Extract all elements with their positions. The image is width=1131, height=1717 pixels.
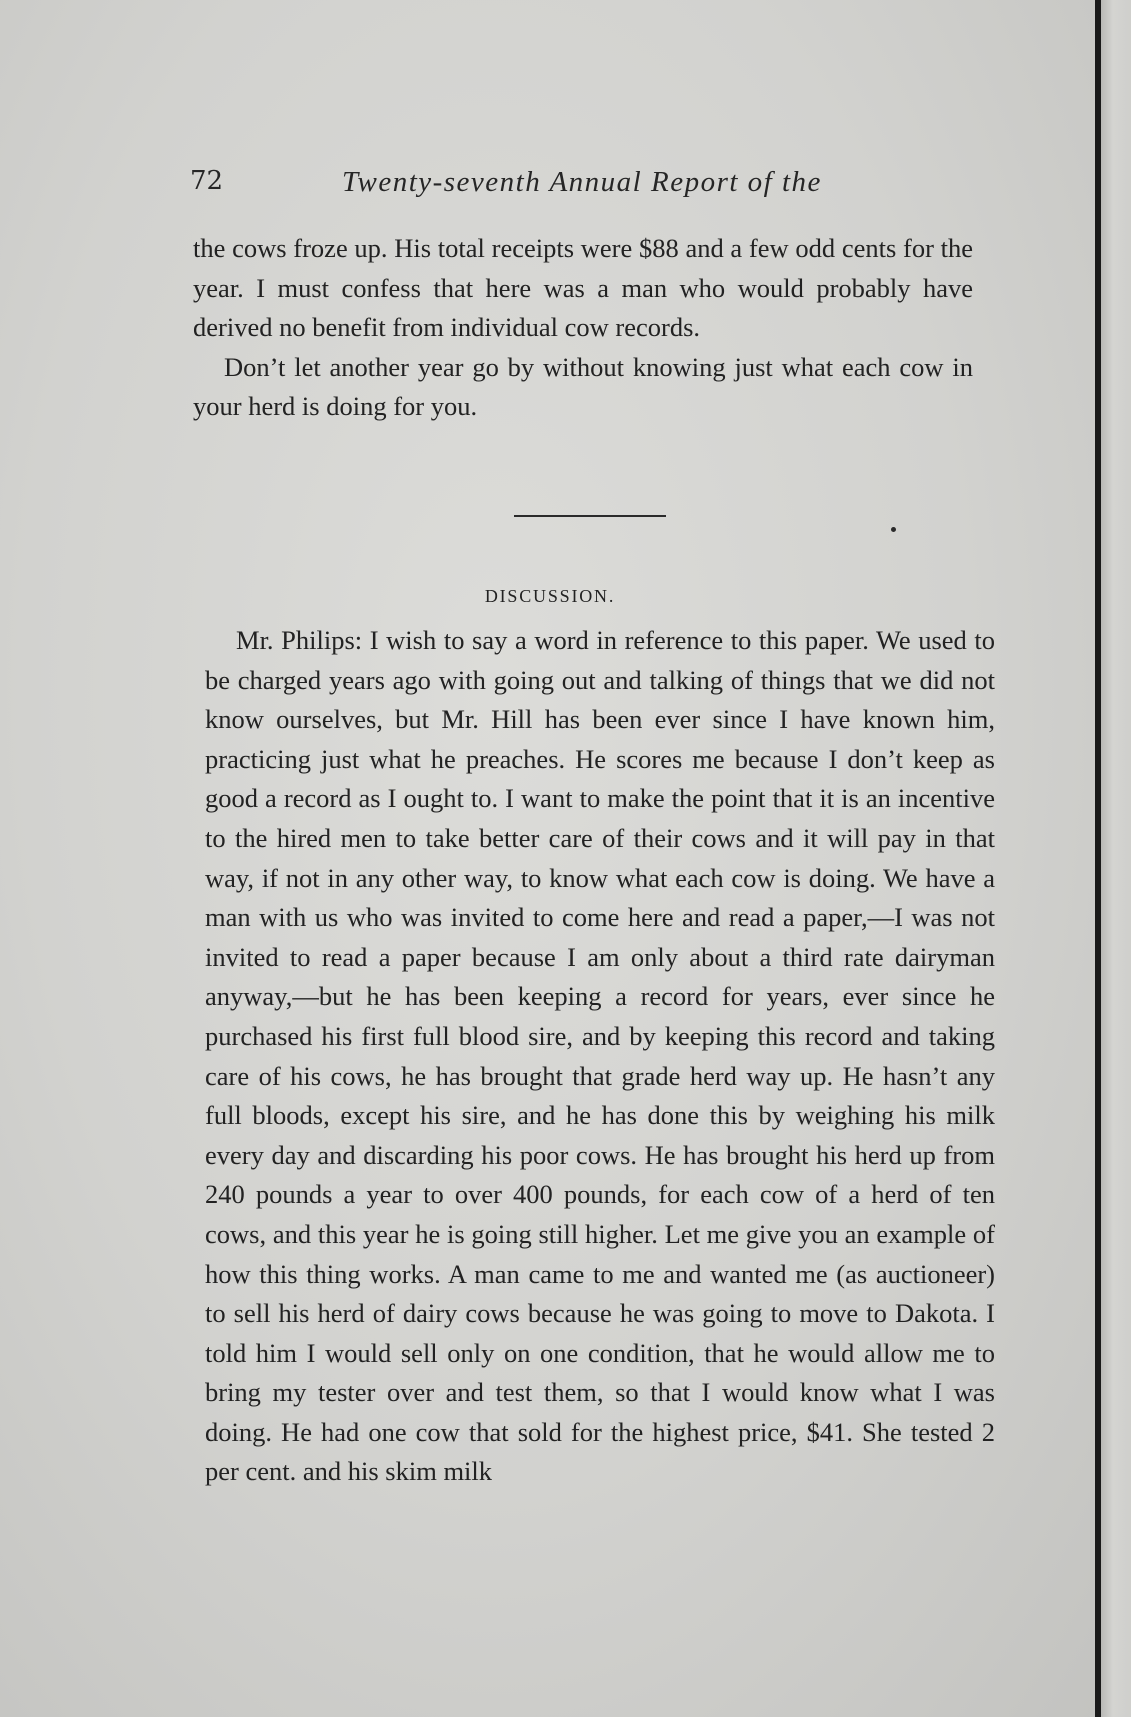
paragraph: Mr. Philips: I wish to say a word in reference to this paper. We used to be charged years ago with going out and talking of things that we did not know ourselves, but Mr. Hill has been ever since I have known him, practicing just what he preaches. He scores me because I don’t keep as good a record as I ought to. I want to make the point that it is an incentive to the hired men to take better care of their cows and it will pay in that way, if not in any other way, to know what each cow is doing. We have a man with us who was invited to come here and read a paper,—I was not invited to read a paper because I am only about a third rate dairyman anyway,—but he has been keeping a record for years, ever since he purchased his first full blood sire, and by keeping this record and taking care of his cows, he has brought that grade herd way up. He hasn’t any full bloods, except his sire, and he has done this by weighing his milk every day and discarding his poor cows. He has brought his herd up from 240 pounds a year to over 400 pounds, for each cow of a herd of ten cows, and this year he is going still higher. Let me give you an example of how this thing works. A man came to me and wanted me (as auctioneer) to sell his herd of dairy cows because he was going to move to Dakota. I told him I would sell only on one condition, that he would allow me to bring my tester over and test them, so that I would know what I was doing. He had one cow that sold for the highest price, $41. She tested 2 per cent. and his skim milk bbox=[205, 625, 995, 1487]
paragraph: Don’t let another year go by without knowing just what each cow in your herd is doing for you. bbox=[193, 351, 973, 422]
page-number: 72 bbox=[190, 166, 224, 196]
discussion-text bbox=[205, 621, 995, 1492]
section-divider bbox=[514, 515, 666, 517]
running-title: Twenty-seventh Annual Report of the bbox=[342, 166, 822, 198]
book-edge bbox=[1101, 0, 1131, 1717]
print-speck bbox=[891, 527, 896, 532]
section-heading: DISCUSSION. bbox=[484, 586, 616, 606]
paragraph: the cows froze up. His total receipts were $88 and a few odd cents for the year. I must confess that here was a man who would probably have derived no benefit from individual cow records. bbox=[193, 233, 973, 343]
running-header bbox=[190, 166, 910, 206]
closing-text bbox=[193, 229, 973, 427]
